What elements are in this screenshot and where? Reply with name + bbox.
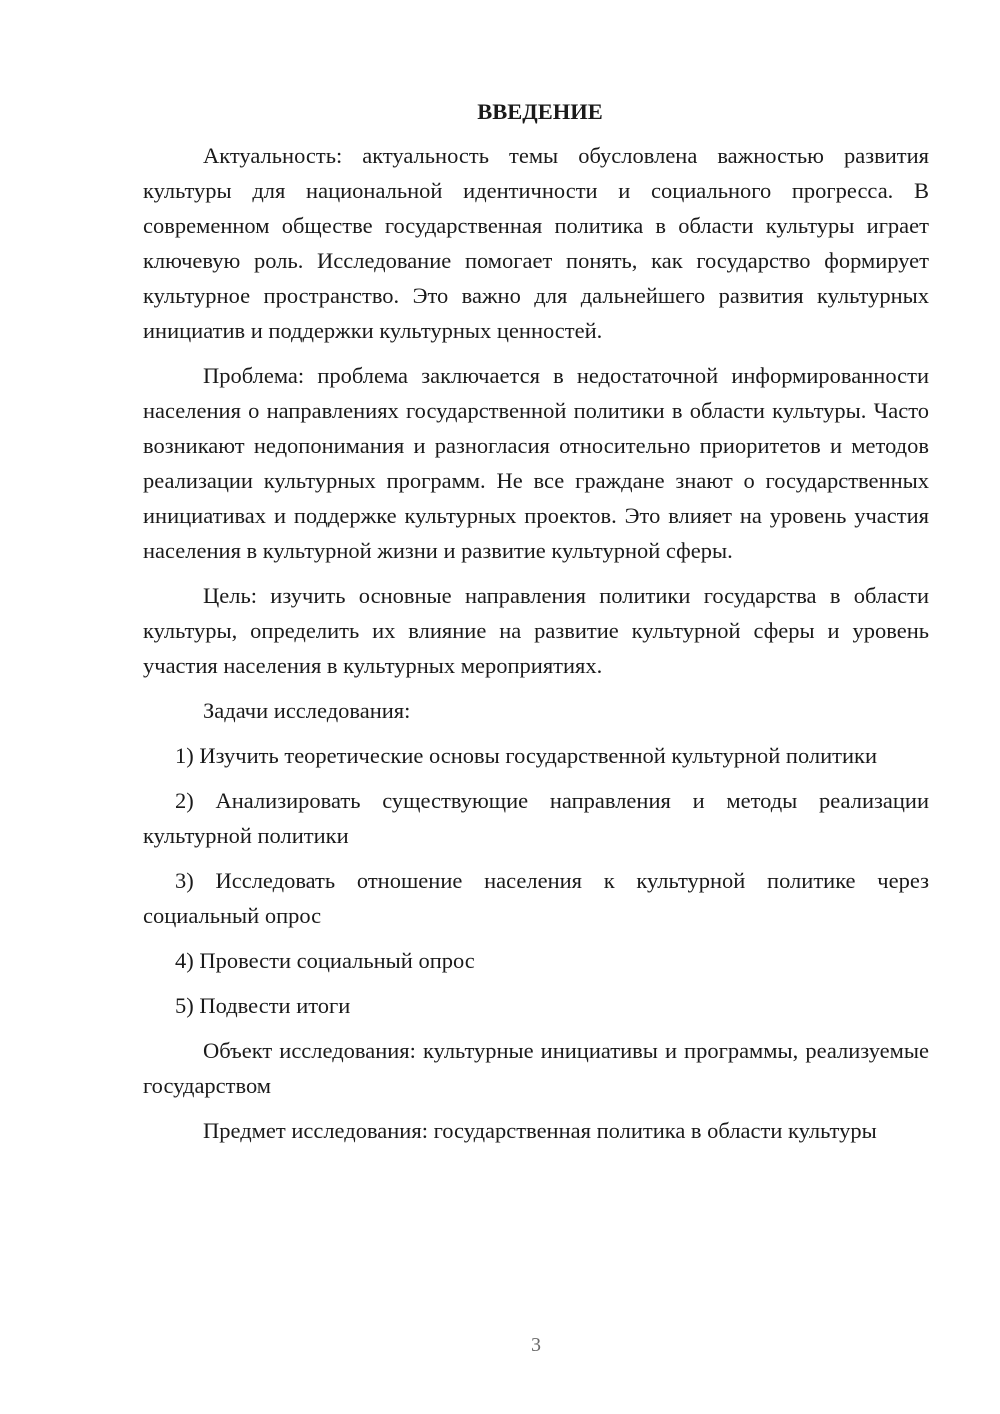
paragraph-subject: Предмет исследования: государственная политика в области культуры [203, 1118, 877, 1143]
page-number: 3 [531, 1334, 541, 1356]
task-item: 5) Подвести итоги [175, 993, 351, 1018]
paragraph-problem: Проблема: проблема заключается в недостаточной информированности населения о направлениях государственной политики в области культуры. Часто возникают недопонимания и разногласия относительно приоритетов и методов реализации культурных программ. Не все граждане знают о государственных инициативах и поддержке культурных проектов. Это влияет на уровень участия населения в культурной жизни и развитие культурной сферы. [143, 363, 929, 563]
task-item: 4) Провести социальный опрос [175, 948, 475, 973]
task-item: 3) Исследовать отношение населения к культурной политике через социальный опрос [143, 868, 929, 928]
paragraph-object: Объект исследования: культурные инициативы и программы, реализуемые государством [143, 1038, 929, 1098]
task-item: 1) Изучить теоретические основы государственной культурной политики [175, 743, 878, 768]
section-title: ВВЕДЕНИЕ [477, 99, 603, 124]
page-content [143, 96, 929, 1158]
task-item: 2) Анализировать существующие направления и методы реализации культурной политики [143, 788, 929, 848]
paragraph-relevance: Актуальность: актуальность темы обусловлена важностью развития культуры для национальной идентичности и социального прогресса. В современном обществе государственная политика в области культуры играет ключевую роль. Исследование помогает понять, как государство формирует культурное пространство. Это важно для дальнейшего развития культурных инициатив и поддержки культурных ценностей. [143, 143, 929, 343]
tasks-heading: Задачи исследования: [203, 698, 411, 723]
paragraph-goal: Цель: изучить основные направления политики государства в области культуры, определить их влияние на развитие культурной сферы и уровень участия населения в культурных мероприятиях. [143, 583, 929, 678]
